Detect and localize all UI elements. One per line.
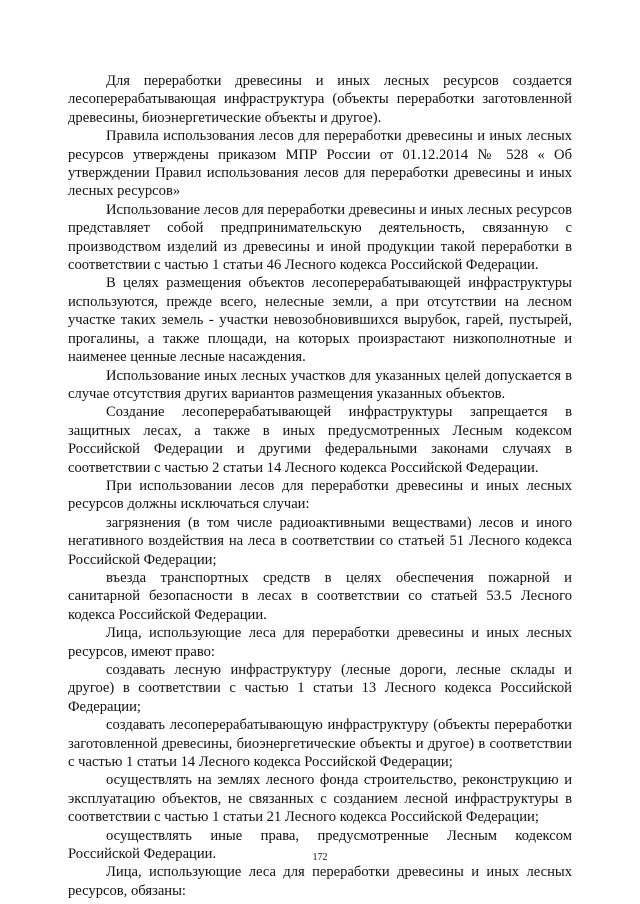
- paragraph-use-as-business: Использование лесов для переработки древесины и иных лесных ресурсов представляет собой предпринимательскую деятельность, связанную с производством изделий из древесины и иной продукции такой переработки в соответствии с частью 1 статьи 46 Лесного кодекса Российской Федерации.: [68, 201, 572, 274]
- paragraph-vehicle-entry: въезда транспортных средств в целях обеспечения пожарной и санитарной безопасности в лесах в соответствии со статьей 53.5 Лесного кодекса Российской Федерации.: [68, 569, 572, 623]
- paragraph-obligations-intro: Лица, использующие леса для переработки древесины и иных лесных ресурсов, обязаны:: [68, 864, 572, 899]
- paragraph-other-plots-allowed: Использование иных лесных участков для указанных целей допускается в случае отсутствия других вариантов размещения указанных объектов.: [68, 367, 572, 402]
- paragraph-rights-intro: Лица, использующие леса для переработки древесины и иных лесных ресурсов, имеют право:: [68, 625, 572, 660]
- paragraph-rules-approved: Правила использования лесов для переработки древесины и иных лесных ресурсов утверждены приказом МПР России от 01.12.2014 № 528 « Об утверждении Правил использования лесов для переработки древесины и иных лесных ресурсов»: [68, 128, 572, 200]
- paragraph-right-forest-infrastructure: создавать лесную инфраструктуру (лесные дороги, лесные склады и другое) в соответствии с частью 1 статьи 13 Лесного кодекса Российской Федерации;: [68, 662, 572, 715]
- page-number: 172: [312, 852, 328, 863]
- paragraph-excluded-cases-intro: При использовании лесов для переработки древесины и иных лесных ресурсов должны исключаться случаи:: [68, 477, 572, 513]
- paragraph-right-other: осуществлять иные права, предусмотренные Лесным кодексом Российской Федерации.: [68, 827, 572, 863]
- paragraph-protective-forests-ban: Создание лесоперерабатывающей инфраструктуры запрещается в защитных лесах, а также в иных предусмотренных Лесным кодексом Российской Федерации и другими федеральными законами случаях в соответствии с частью 2 статьи 14 Лесного кодекса Российской Федерации.: [68, 404, 572, 476]
- paragraph-right-processing-infrastructure: создавать лесоперерабатывающую инфраструктуру (объекты переработки заготовленной древесины, биоэнергетические объекты и другое) в соответствии с частью 1 статьи 14 Лесного кодекса Российской Федерации;: [68, 717, 572, 771]
- paragraph-infrastructure-created: Для переработки древесины и иных лесных ресурсов создается лесоперерабатывающая инфраструктура (объекты переработки заготовленной древесины, биоэнергетические объекты и другое).: [68, 73, 572, 126]
- paragraph-land-placement: В целях размещения объектов лесоперерабатывающей инфраструктуры используются, прежде всего, нелесные земли, а при отсутствии на лесном участке таких земель - участки невозобновившихся вырубок, гарей, пустырей, прогалины, а также площади, на которых произрастают низкополнотные и наименее ценные лесные насаждения.: [68, 275, 572, 366]
- paragraph-right-construction: осуществлять на землях лесного фонда строительство, реконструкцию и эксплуатацию объектов, не связанных с созданием лесной инфраструктуры в соответствии с частью 1 статьи 21 Лесного кодекса Российской Федерации;: [68, 772, 572, 826]
- document-page: [68, 72, 572, 900]
- paragraph-pollution: загрязнения (в том числе радиоактивными веществами) лесов и иного негативного воздействия на леса в соответствии со статьей 51 Лесного кодекса Российской Федерации;: [68, 514, 572, 568]
